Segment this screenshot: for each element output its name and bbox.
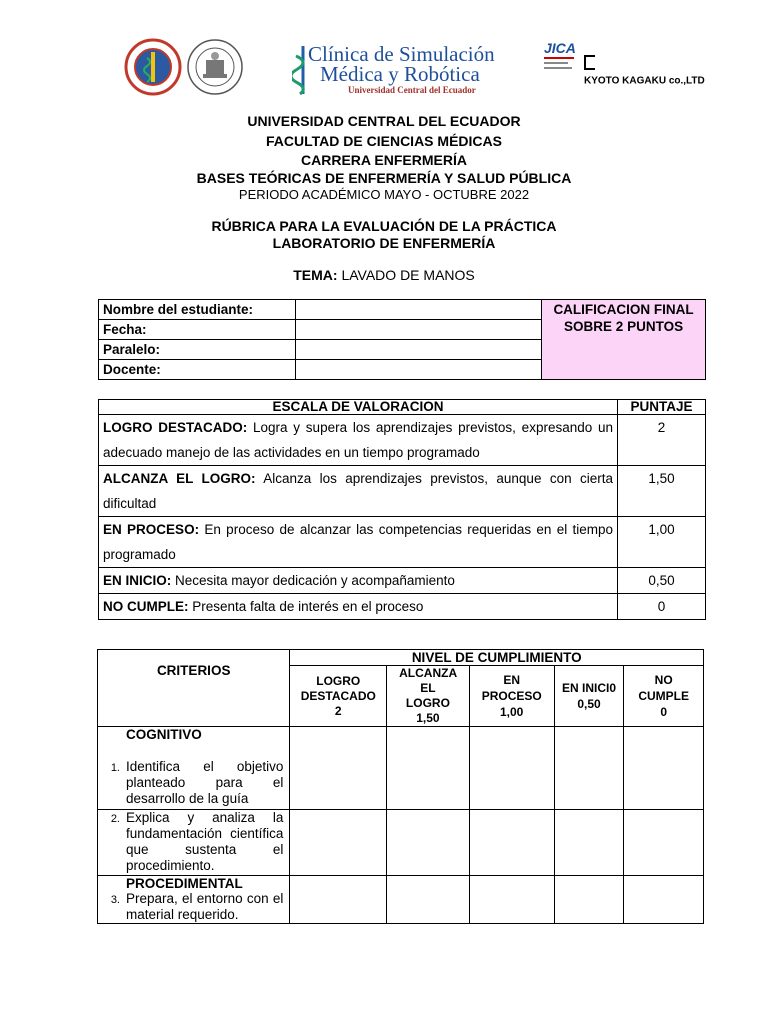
topic-value: LAVADO DE MANOS: [341, 267, 475, 283]
score-cell[interactable]: [554, 727, 624, 810]
scale-row-desc: Necesita mayor dedicación y acompañamiento: [175, 573, 455, 588]
scale-row-score: 1,50: [618, 466, 706, 517]
level-logro-destacado: [290, 666, 387, 727]
criterion-number: 1.: [110, 762, 120, 774]
rubric-title-line1: RÚBRICA PARA LA EVALUACIÓN DE LA PRÁCTICA: [211, 218, 557, 234]
score-cell[interactable]: [624, 810, 704, 876]
period-text: PERIODO ACADÉMICO MAYO - OCTUBRE 2022: [238, 187, 530, 202]
date-field[interactable]: [295, 320, 541, 340]
faculty-title: FACULTAD DE CIENCIAS MÉDICAS: [266, 133, 502, 149]
clinic-name-line2: Médica y Robótica: [320, 62, 480, 86]
criteria-table: [97, 649, 704, 924]
level-en-proceso: [469, 666, 554, 727]
university-title: UNIVERSIDAD CENTRAL DEL ECUADOR: [247, 113, 521, 129]
scale-row-label: NO CUMPLE:: [103, 599, 189, 614]
scale-row-desc: Logra y supera los aprendizajes previstos, expresando un adecuado manejo de las actividades en un tiempo programado: [103, 420, 614, 460]
scale-row: [99, 517, 618, 568]
score-cell[interactable]: [469, 727, 554, 810]
level-name: LOGRO DESTACADO: [300, 673, 376, 703]
score-cell[interactable]: [554, 876, 624, 924]
criterion-item: [98, 891, 283, 923]
level-name: EN PROCESO: [481, 673, 542, 703]
jica-logo-text: JICA: [544, 40, 576, 56]
student-info-table: [98, 299, 706, 380]
scale-row: [99, 568, 618, 594]
scale-row-label: LOGRO DESTACADO:: [103, 420, 248, 435]
level-score: 2: [334, 703, 342, 718]
rubric-title-line2: LABORATORIO DE ENFERMERÍA: [272, 235, 496, 251]
score-cell[interactable]: [624, 727, 704, 810]
clinic-name-line1: Clínica de Simulación: [308, 42, 495, 66]
valuation-scale-table: [98, 399, 706, 620]
scale-row-score: 0,50: [618, 568, 706, 594]
level-alcanza-el-logro: [387, 666, 470, 727]
level-en-inicio: [554, 666, 624, 727]
score-cell[interactable]: [469, 810, 554, 876]
university-seal-logo: [186, 38, 244, 96]
criterion-number: 2.: [110, 813, 120, 825]
criterion-text: Identifica el objetivo planteado para el desarrollo de la guía: [126, 759, 284, 806]
teacher-label: Docente:: [99, 360, 296, 380]
parallel-label: Paralelo:: [99, 340, 296, 360]
student-name-field[interactable]: [295, 300, 541, 320]
scale-row-label: EN INICIO:: [103, 573, 172, 588]
clinic-logo: [292, 42, 495, 96]
criterion-item: [98, 759, 283, 807]
faculty-seal-logo: [124, 38, 182, 96]
score-cell[interactable]: [290, 876, 387, 924]
score-cell[interactable]: [469, 876, 554, 924]
scale-row: [99, 594, 618, 620]
topic-line: [0, 266, 768, 284]
logo-bar: [0, 38, 768, 104]
score-cell[interactable]: [554, 810, 624, 876]
kyoto-bracket-icon: [584, 55, 595, 70]
kyoto-logo-text: KYOTO KAGAKU co.,LTD: [584, 75, 705, 87]
scale-row-score: 1,00: [618, 517, 706, 568]
jica-logo: [544, 40, 580, 80]
criterion-item: [98, 810, 283, 874]
criterion-text: Prepara, el entorno con el material requerido.: [126, 891, 284, 922]
scale-header: ESCALA DE VALORACION: [99, 400, 618, 415]
criterion-cell: [98, 727, 290, 810]
scale-row-label: ALCANZA EL LOGRO:: [103, 471, 256, 486]
criteria-header: CRITERIOS: [98, 650, 290, 727]
level-score: 0: [660, 705, 667, 719]
scale-row-label: EN PROCESO:: [103, 522, 200, 537]
score-cell[interactable]: [387, 810, 470, 876]
scale-row: [99, 415, 618, 466]
scale-row-score: 2: [618, 415, 706, 466]
level-name: ALCANZA EL LOGRO: [399, 666, 458, 710]
level-score: 1,50: [416, 711, 440, 725]
final-grade-box: CALIFICACION FINAL SOBRE 2 PUNTOS: [542, 300, 706, 380]
kyoto-kagaku-logo: [584, 54, 708, 87]
parallel-field[interactable]: [295, 340, 541, 360]
criterion-number: 3.: [110, 894, 120, 906]
teacher-field[interactable]: [295, 360, 541, 380]
score-cell[interactable]: [387, 876, 470, 924]
level-score: 1,00: [500, 705, 524, 719]
criterion-cell: [98, 876, 290, 924]
score-cell[interactable]: [290, 727, 387, 810]
score-cell[interactable]: [290, 810, 387, 876]
scale-row-score: 0: [618, 594, 706, 620]
career-title: CARRERA ENFERMERÍA: [301, 152, 467, 168]
level-header: NIVEL DE CUMPLIMIENTO: [290, 650, 704, 666]
section-procedural: PROCEDIMENTAL: [126, 876, 243, 891]
scale-row-desc: En proceso de alcanzar las competencias requeridas en el tiempo programado: [103, 522, 614, 562]
criterion-cell: [98, 810, 290, 876]
score-cell[interactable]: [387, 727, 470, 810]
scale-row-desc: Alcanza los aprendizajes previstos, aunque con cierta dificultad: [103, 471, 614, 511]
level-score: 0,50: [577, 697, 601, 711]
score-cell[interactable]: [624, 876, 704, 924]
student-name-label: Nombre del estudiante:: [99, 300, 296, 320]
level-no-cumple: [624, 666, 704, 727]
scale-row-desc: Presenta falta de interés en el proceso: [192, 599, 424, 614]
date-label: Fecha:: [99, 320, 296, 340]
score-header: PUNTAJE: [618, 400, 706, 415]
level-name: NO CUMPLE: [638, 673, 689, 703]
subject-title: BASES TEÓRICAS DE ENFERMERÍA Y SALUD PÚBLICA: [196, 170, 572, 186]
level-name: EN INICI0: [561, 681, 616, 695]
criterion-text: Explica y analiza la fundamentación científica que sustenta el procedimiento.: [126, 810, 284, 873]
clinic-name-line3: Universidad Central del Ecuador: [348, 85, 476, 95]
topic-label: TEMA:: [293, 267, 338, 283]
section-cognitive: COGNITIVO: [126, 727, 202, 742]
scale-row: [99, 466, 618, 517]
